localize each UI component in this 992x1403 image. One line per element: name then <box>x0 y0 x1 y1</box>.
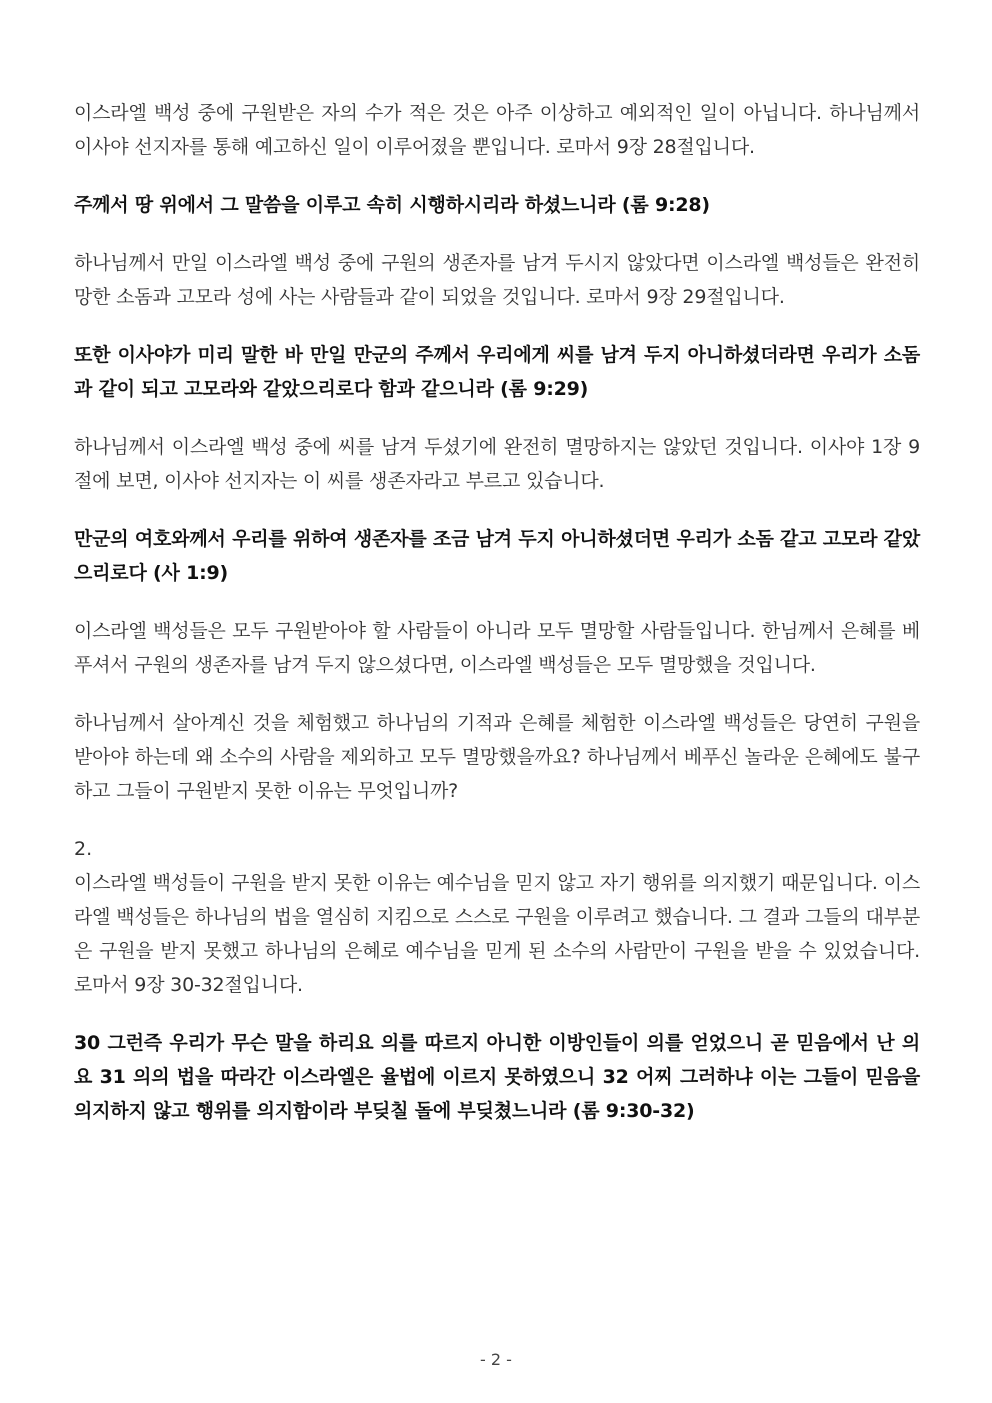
paragraph-2: 하나님께서 만일 이스라엘 백성 중에 구원의 생존자를 남겨 두시지 않았다면 이스라엘 백성들은 완전히 망한 소돔과 고모라 성에 사는 사람들과 같이 되었을 것입니다. 로마서 9장 29절입니다. <box>74 252 920 308</box>
quote-romans-9-29: 또한 이사야가 미리 말한 바 만일 만군의 주께서 우리에게 씨를 남겨 두지 아니하셨더라면 우리가 소돔과 같이 되고 고모라와 같았으리로다 함과 같으니라 (롬 9:29) <box>74 344 920 400</box>
paragraph-1: 이스라엘 백성 중에 구원받은 자의 수가 적은 것은 아주 이상하고 예외적인 일이 아닙니다. 하나님께서 이사야 선지자를 통해 예고하신 일이 이루어졌을 뿐입니다. 로마서 9장 28절입니다. <box>74 102 920 158</box>
quote-isaiah-1-9: 만군의 여호와께서 우리를 위하여 생존자를 조금 남겨 두지 아니하셨더면 우리가 소돔 같고 고모라 같았으리로다 (사 1:9) <box>74 528 920 584</box>
section-2-paragraph: 이스라엘 백성들이 구원을 받지 못한 이유는 예수님을 믿지 않고 자기 행위를 의지했기 때문입니다. 이스라엘 백성들은 하나님의 법을 열심히 지킴으로 스스로 구원을 이루려고 했습니다. 그 결과 그들의 대부분은 구원을 받지 못했고 하나님의 은혜로 예수님을 믿게 된 소수의 사람만이 구원을 받을 수 있었습니다. 로마서 9장 30-32절입니다. <box>74 872 920 996</box>
quote-romans-9-30-32: 30 그런즉 우리가 무슨 말을 하리요 의를 따르지 아니한 이방인들이 의를 얻었으니 곧 믿음에서 난 의요 31 의의 법을 따라간 이스라엘은 율법에 이르지 못하였으니 32 어찌 그러하냐 이는 그들이 믿음을 의지하지 않고 행위를 의지함이라 부딪칠 돌에 부딪쳤느니라 (롬 9:30-32) <box>74 1032 920 1122</box>
section-number: 2. <box>74 838 93 860</box>
quote-romans-9-28: 주께서 땅 위에서 그 말씀을 이루고 속히 시행하시리라 하셨느니라 (롬 9:28) <box>74 194 710 216</box>
paragraph-3: 하나님께서 이스라엘 백성 중에 씨를 남겨 두셨기에 완전히 멸망하지는 않았던 것입니다. 이사야 1장 9절에 보면, 이사야 선지자는 이 씨를 생존자라고 부르고 있습니다. <box>74 436 920 492</box>
document-body <box>74 96 920 1128</box>
paragraph-5: 하나님께서 살아계신 것을 체험했고 하나님의 기적과 은혜를 체험한 이스라엘 백성들은 당연히 구원을 받아야 하는데 왜 소수의 사람을 제외하고 모두 멸망했을까요? 하나님께서 베푸신 놀라운 은혜에도 불구하고 그들이 구원받지 못한 이유는 무엇입니까? <box>74 712 920 802</box>
page-number: - 2 - <box>480 1350 512 1369</box>
paragraph-4: 이스라엘 백성들은 모두 구원받아야 할 사람들이 아니라 모두 멸망할 사람들입니다. 한님께서 은혜를 베푸셔서 구원의 생존자를 남겨 두지 않으셨다면, 이스라엘 백성들은 모두 멸망했을 것입니다. <box>74 620 920 676</box>
